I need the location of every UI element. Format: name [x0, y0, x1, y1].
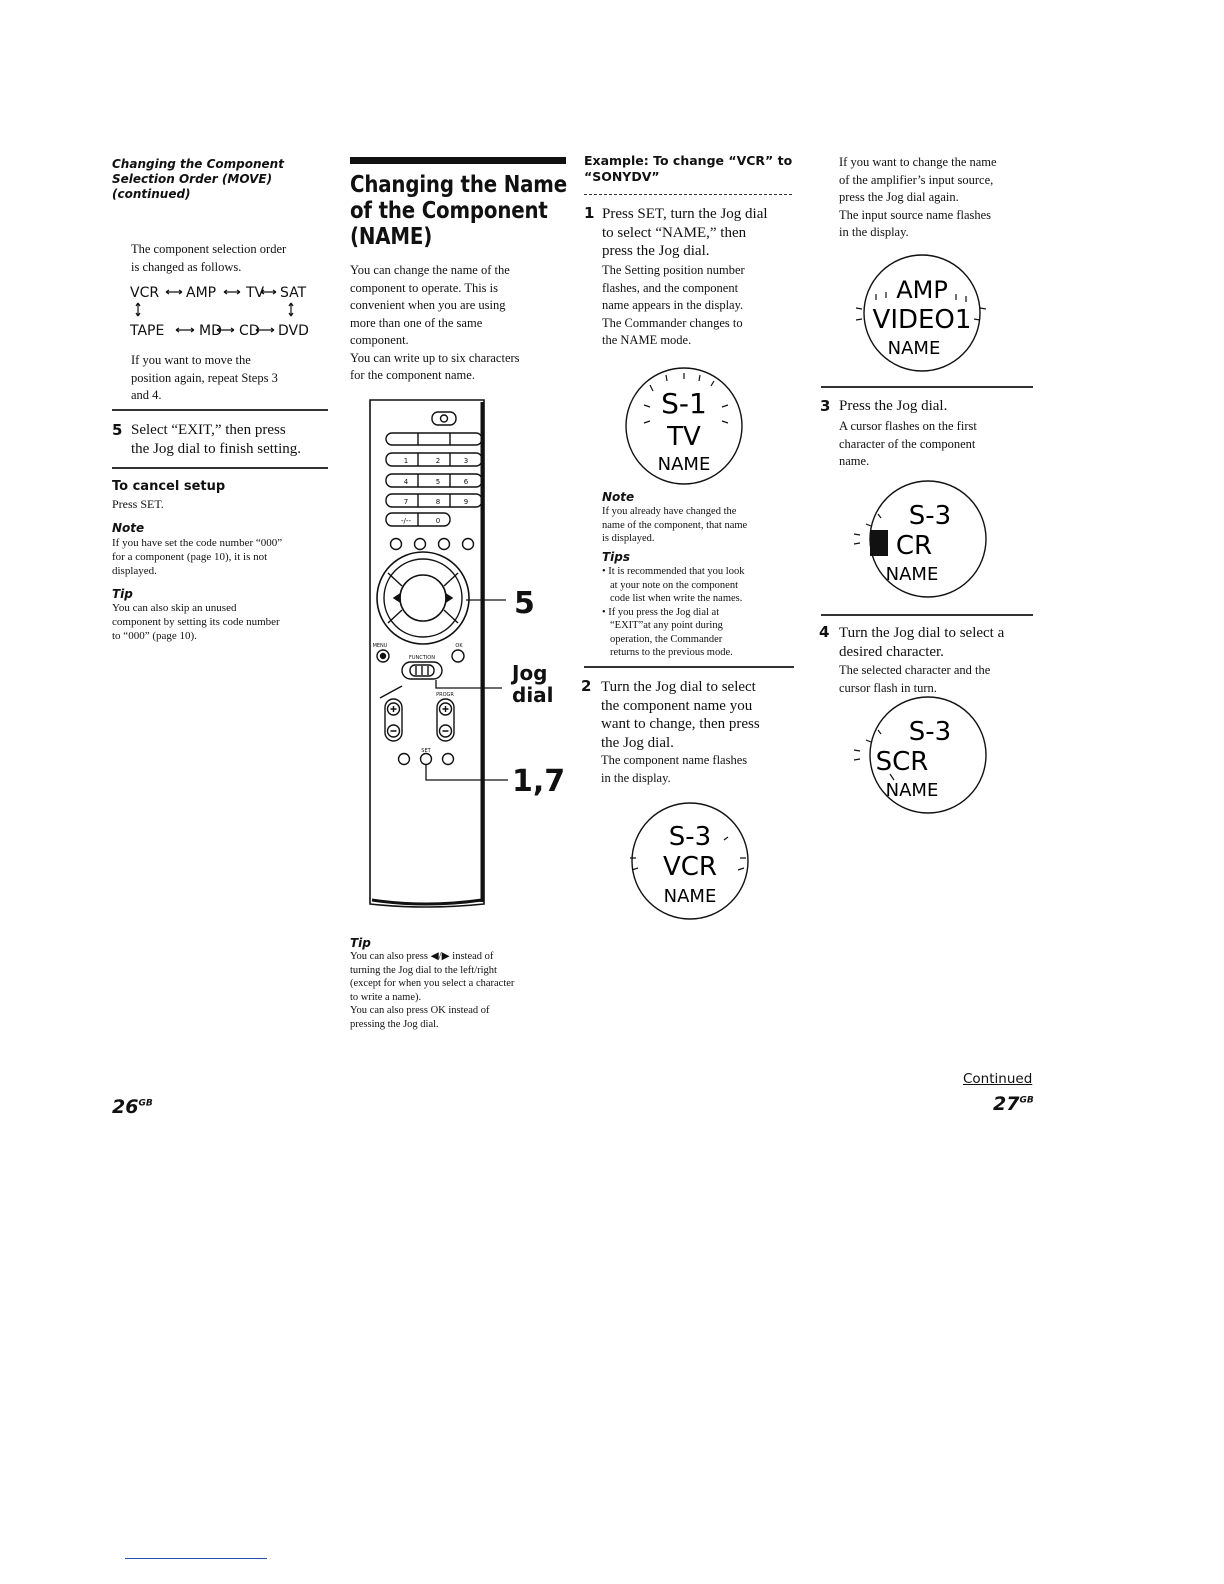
svg-text:S-1: S-1 [661, 387, 707, 420]
callout-1-7: 1,7 [512, 764, 566, 799]
step3-number: 3 [820, 397, 831, 415]
page-title: Changing the Name of the Component (NAME) [350, 172, 567, 250]
display-scr [850, 690, 990, 820]
svg-text:1: 1 [403, 457, 409, 465]
flow-tape: TAPE [130, 323, 165, 339]
name-intro: You can change the name of the component to operate. This is convenient when you are using more than one of the same component. You can write up to six characters for the component name. [350, 263, 520, 382]
bottom-rule [125, 1558, 267, 1559]
note-text: If you have set the code number “000” for a component (page 10), it is not displayed. [112, 537, 283, 577]
step5-number: 5 [112, 421, 123, 439]
cursor-block [870, 530, 888, 556]
divider [821, 386, 1033, 388]
svg-text:FUNCTION: FUNCTION [409, 655, 435, 661]
page-number-right: $27^{GB}$ [993, 1093, 1034, 1115]
svg-text:NAME: NAME [657, 454, 711, 475]
svg-text:S-3: S-3 [908, 501, 952, 531]
svg-text:5: 5 [435, 478, 441, 486]
svg-text:S-3: S-3 [668, 822, 712, 852]
divider [584, 666, 794, 668]
tips-heading: Tips [602, 550, 631, 564]
step4-text: Turn the Jog dial to select a desired character. [839, 625, 1005, 660]
svg-text:4: 4 [403, 478, 409, 486]
cancel-heading: To cancel setup [112, 479, 226, 494]
svg-text:VCR: VCR [662, 852, 718, 882]
step3-text: Press the Jog dial. [839, 398, 948, 414]
jog-dial [377, 552, 469, 644]
svg-text:SCR: SCR [875, 747, 929, 777]
tips-text: • It is recommended that you look at your note on the component code list when write the names. • If you press the Jog dial at “EXIT”at any point during operation, the Commander returns to the previous mode. [602, 566, 745, 658]
svg-text:NAME: NAME [887, 338, 941, 359]
svg-text:NAME: NAME [885, 780, 939, 801]
flow-amp: AMP [186, 285, 217, 301]
step5-text: Select “EXIT,” then press the Jog dial to finish setting. [131, 422, 301, 457]
step2-detail: The component name flashes in the display. [601, 753, 748, 785]
power-button [432, 412, 456, 425]
page-number-left: $26^{GB}$ [112, 1096, 153, 1118]
step2-number: 2 [581, 677, 592, 695]
flow-sat: SAT [280, 285, 307, 301]
flow-cd: CD [239, 323, 260, 339]
middle-tip-heading: Tip [350, 936, 371, 950]
callout-jog-dial: Jog dial [512, 661, 554, 707]
svg-text:VIDEO1: VIDEO1 [872, 305, 972, 335]
ok-button [452, 650, 464, 662]
step1-number: 1 [584, 204, 595, 222]
svg-text:OK: OK [455, 643, 463, 649]
cancel-text: Press SET. [112, 497, 164, 511]
set-button [421, 754, 432, 765]
display-s3-vcr [620, 800, 760, 922]
svg-text:9: 9 [463, 498, 469, 506]
svg-text:3: 3 [463, 457, 469, 465]
tip-text: You can also skip an unused component by setting its code number to “000” (page 10). [112, 602, 280, 642]
divider [821, 614, 1033, 616]
note-heading: Note [112, 521, 145, 535]
svg-text:AMP: AMP [896, 276, 948, 304]
divider [112, 467, 328, 469]
callout-5: 5 [514, 586, 535, 621]
svg-text:8: 8 [435, 498, 441, 506]
svg-text:6: 6 [463, 478, 469, 486]
step4-number: 4 [819, 623, 830, 641]
display-amp-video1 [852, 248, 992, 378]
flow-tv: TV [246, 285, 265, 301]
step3-detail: A cursor flashes on the first character of the component name. [839, 419, 977, 468]
tip-heading: Tip [112, 587, 133, 601]
example-heading: Example: To change “VCR” to “SONYDV” [584, 153, 793, 184]
svg-text:TV: TV [667, 422, 701, 452]
step1-detail: The Setting position number flashes, and the component name appears in the display. The Commander changes to the NAME mode. [602, 263, 745, 347]
step2-text: Turn the Jog dial to select the component name you want to change, then press the Jog dial. [601, 679, 760, 751]
svg-text:CR: CR [895, 531, 933, 561]
flow-dvd: DVD [278, 323, 309, 339]
order-intro: The component selection order is changed as follows. [131, 242, 287, 274]
move-again-text: If you want to move the position again, repeat Steps 3 and 4. [131, 353, 278, 402]
title-bar [350, 157, 566, 164]
section-heading: Changing the Component Selection Order (MOVE) (continued) [112, 157, 284, 201]
svg-text:0: 0 [435, 517, 441, 525]
display-cursor [850, 474, 990, 604]
svg-text:NAME: NAME [663, 886, 717, 907]
step4-detail: The selected character and the cursor flash in turn. [839, 663, 991, 695]
continued-label: Continued [963, 1071, 1033, 1087]
divider [112, 409, 328, 411]
order-flow-diagram [128, 282, 318, 340]
svg-text:NAME: NAME [885, 564, 939, 585]
divider [584, 194, 792, 195]
svg-text:7: 7 [403, 498, 409, 506]
note-text-2: If you already have changed the name of the component, that name is displayed. [602, 506, 748, 544]
amp-intro: If you want to change the name of the amplifier’s input source, press the Jog dial again. The input source name flashes in the display. [839, 155, 997, 239]
svg-text:PROGR: PROGR [436, 692, 454, 698]
svg-text:S-3: S-3 [908, 717, 952, 747]
remote-illustration [366, 396, 566, 914]
flow-vcr: VCR [130, 285, 160, 301]
flow-md: MD [199, 323, 222, 339]
svg-text:2: 2 [435, 457, 441, 465]
svg-text:MENU: MENU [372, 643, 388, 649]
svg-text:-/--: -/-- [401, 517, 411, 525]
middle-tip-text: You can also press ◀/▶ instead of turning the Jog dial to the left/right (except for when you select a character to write a name). You can also press OK instead of pressing the Jog dial. [350, 951, 515, 1030]
svg-text:SET: SET [421, 748, 431, 754]
step1-text: Press SET, turn the Jog dial to select “NAME,” then press the Jog dial. [602, 206, 768, 259]
display-s1-tv [614, 365, 754, 487]
note-heading-2: Note [602, 490, 635, 504]
